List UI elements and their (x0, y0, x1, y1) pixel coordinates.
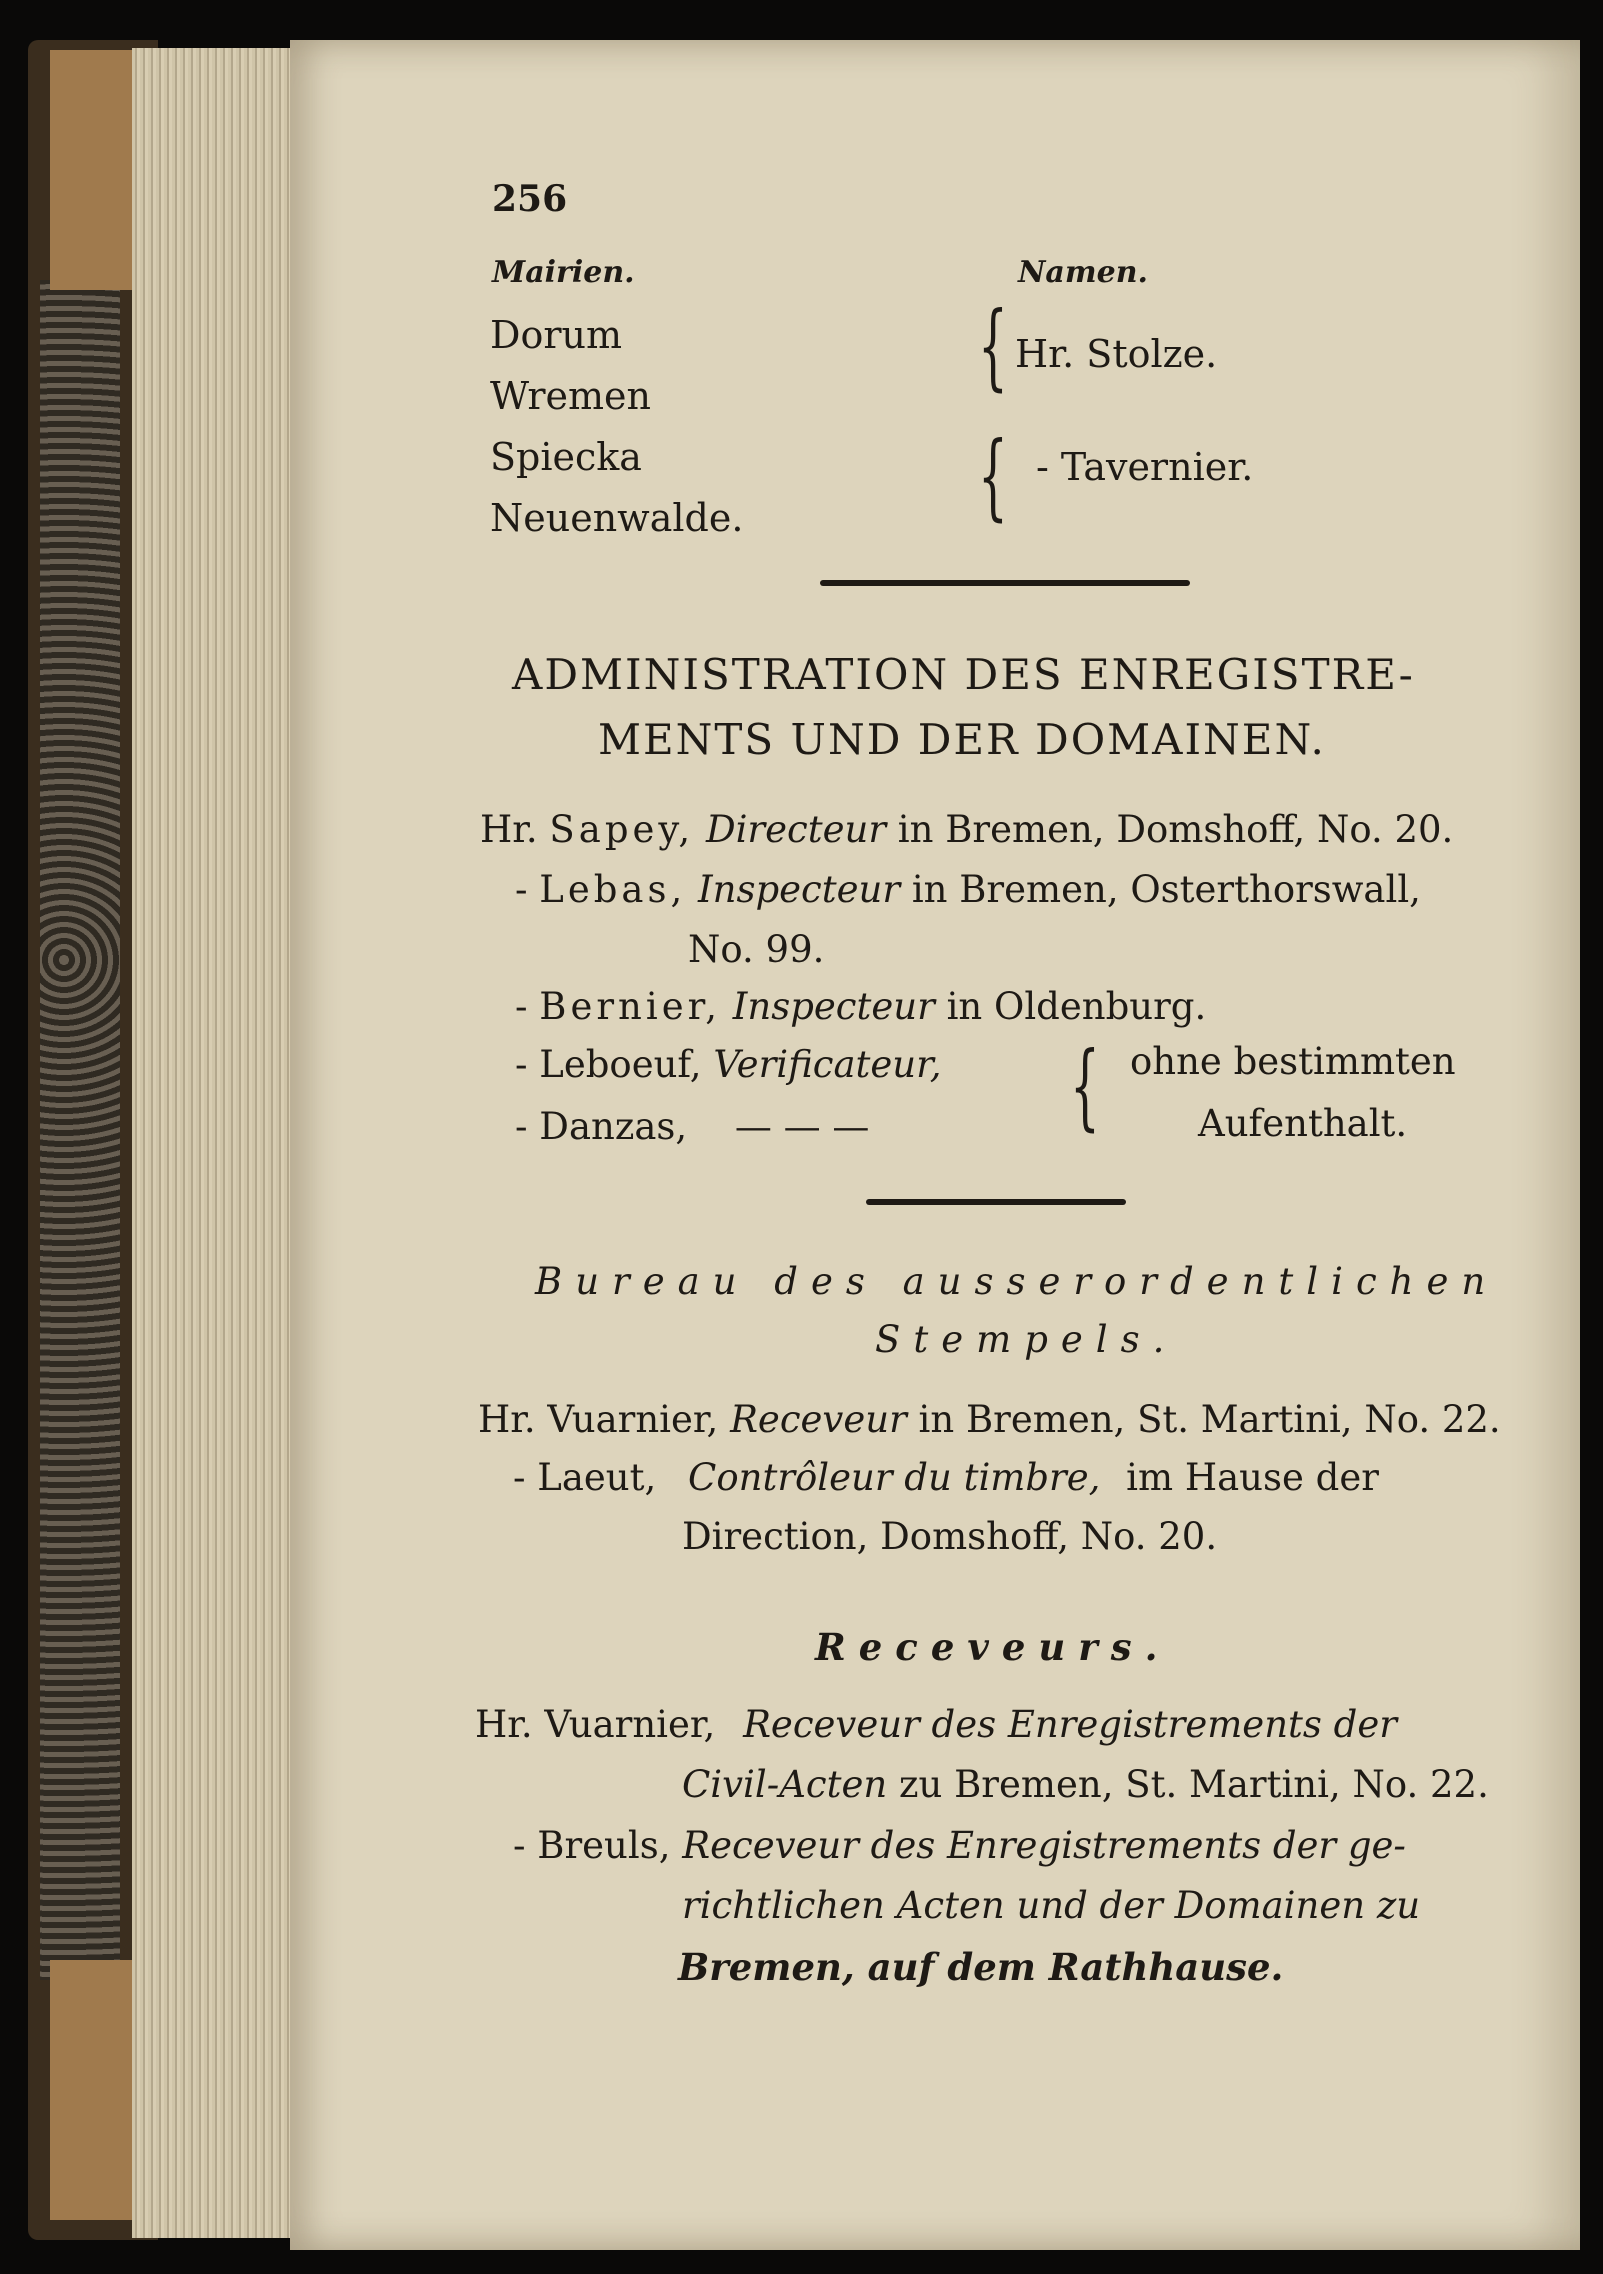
page-edges (132, 48, 302, 2238)
mairie-item: Dorum (490, 313, 623, 357)
page-number: 256 (492, 178, 568, 220)
receveurs-title: Receveurs. (815, 1625, 1171, 1669)
namen-item: - Tavernier. (1036, 445, 1254, 489)
shared-note: ohne bestimmten (1130, 1040, 1456, 1083)
mairie-item: Neuenwalde. (490, 496, 744, 540)
bureau-entry-continuation: Direction, Domshoff, No. 20. (682, 1515, 1218, 1558)
official-entry: - Bernier, Inspecteur in Oldenburg. (515, 985, 1207, 1028)
divider-rule (820, 580, 1190, 586)
official-entry-continuation: No. 99. (688, 928, 825, 971)
column-heading-namen: Namen. (1018, 255, 1148, 290)
brace: { (978, 422, 1008, 531)
official-entry: - Lebas, Inspecteur in Bremen, Osterthorswall, (515, 868, 1421, 911)
receveur-entry-continuation: Bremen, auf dem Rathhause. (678, 1945, 1284, 1989)
receveur-entry-continuation: Civil-Acten zu Bremen, St. Martini, No. 22. (682, 1763, 1489, 1806)
divider-rule (866, 1199, 1126, 1205)
marbled-cover (40, 280, 120, 1980)
receveur-entry: Hr. Vuarnier, Receveur des Enregistrements der (475, 1703, 1397, 1746)
bureau-entry: - Laeut, Contrôleur du timbre, im Hause der (513, 1456, 1379, 1499)
bureau-entry: Hr. Vuarnier, Receveur in Bremen, St. Martini, No. 22. (478, 1398, 1501, 1441)
official-entry: - Leboeuf, Verificateur, (515, 1043, 942, 1086)
namen-item: Hr. Stolze. (1015, 332, 1218, 376)
official-entry: - Danzas, — — — (515, 1105, 870, 1148)
mairie-item: Spiecka (490, 435, 642, 479)
official-entry: Hr. Sapey, Directeur in Bremen, Domshoff, No. 20. (480, 808, 1454, 851)
cover-corner-top (50, 50, 145, 290)
brace: { (978, 292, 1008, 401)
section-title-line: MENTS UND DER DOMAINEN. (598, 715, 1326, 764)
column-heading-mairien: Mairien. (492, 255, 635, 290)
receveur-entry: - Breuls, Receveur des Enregistrements der ge- (513, 1824, 1406, 1867)
shared-note: Aufenthalt. (1198, 1102, 1408, 1145)
section-title-line: ADMINISTRATION DES ENREGISTRE- (512, 650, 1415, 699)
cover-corner-bottom (50, 1960, 145, 2220)
bureau-title: Bureau des ausserordentlichen (535, 1260, 1499, 1303)
mairie-item: Wremen (490, 374, 651, 418)
bureau-title: Stempels. (875, 1318, 1178, 1361)
brace: { (1070, 1032, 1100, 1141)
receveur-entry-continuation: richtlichen Acten und der Domainen zu (682, 1884, 1421, 1927)
